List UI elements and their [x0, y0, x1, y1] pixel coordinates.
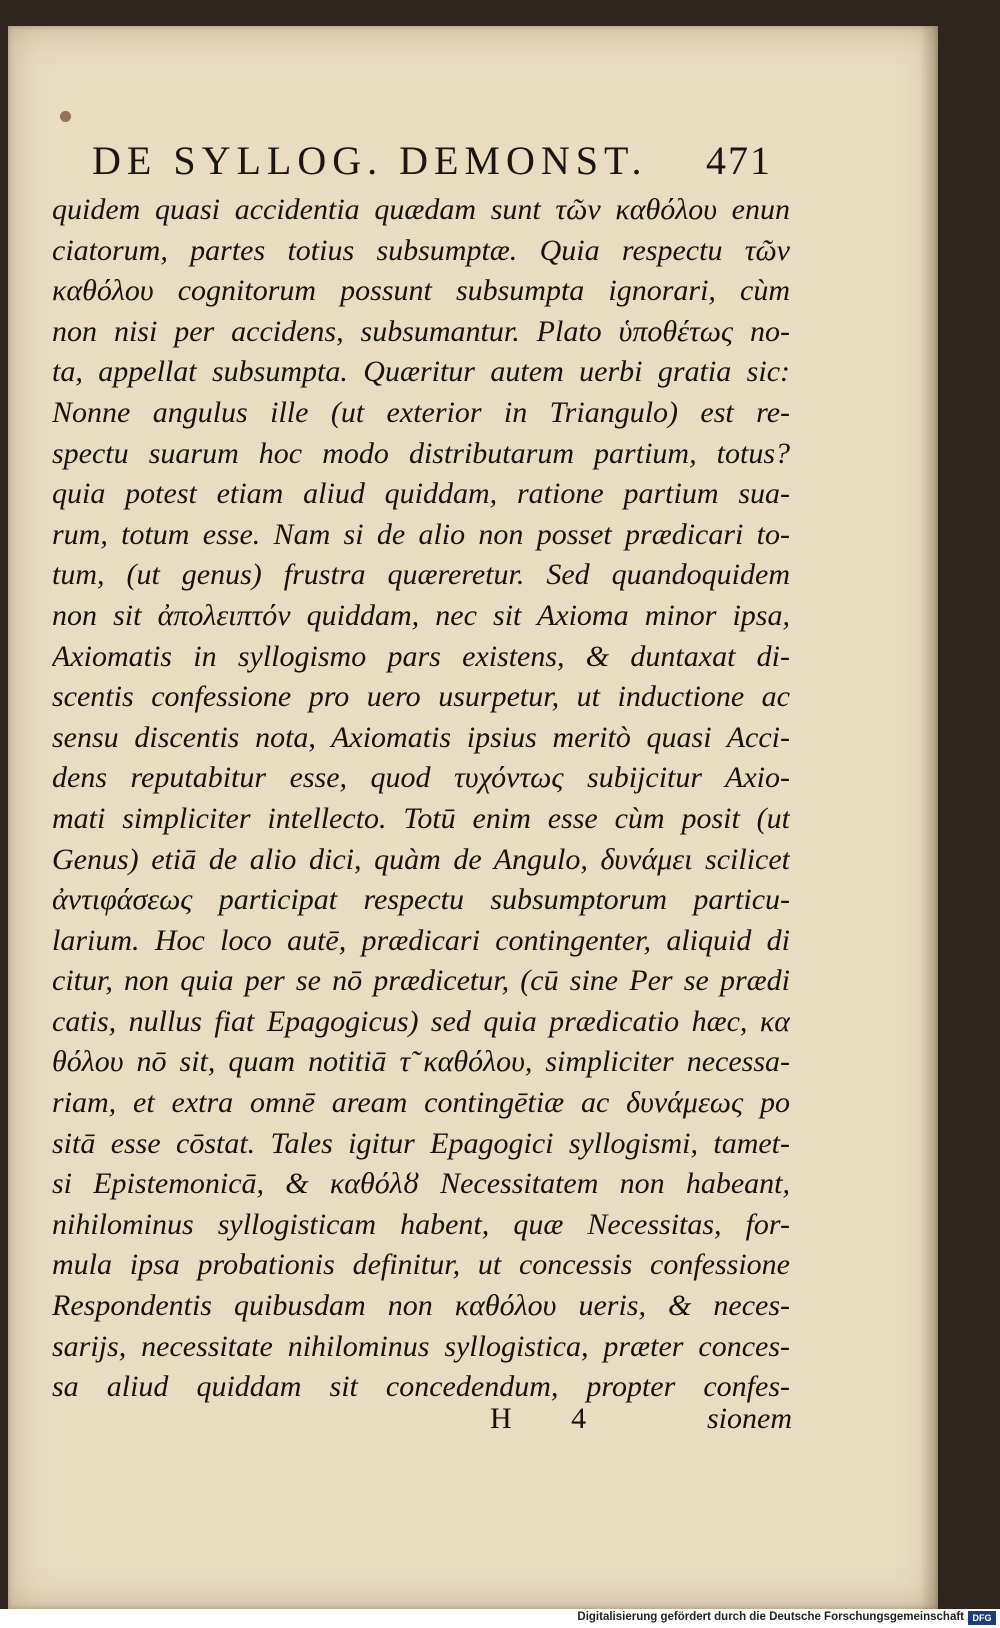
text-line: citur, non quia per se nō prædicetur, (cū sine Per se prædi [52, 964, 790, 998]
text-line: θόλου nō sit, quam notitiā τ̃ καθόλου, simpliciter necessa- [52, 1045, 790, 1079]
page-number: 471 [706, 137, 772, 183]
body-text [52, 190, 790, 1408]
text-line: mati simpliciter intellecto. Totū enim esse cùm posit (ut [52, 801, 790, 835]
text-line: dens reputabitur esse, quod τυχόντως subijcitur Axio- [52, 761, 790, 795]
text-line: tum, (ut genus) frustra quæreretur. Sed quandoquidem [52, 558, 790, 592]
text-line: catis, nullus fiat Epagogicus) sed quia prædicatio hæc, κα [52, 1004, 790, 1038]
text-line: Axiomatis in syllogismo pars existens, & duntaxat di- [52, 639, 790, 673]
text-line: mula ipsa probationis definitur, ut concessis confessione [52, 1248, 790, 1282]
text-line: ciatorum, partes totius subsumptæ. Quia respectu τῶν [52, 233, 790, 267]
text-line: si Epistemonicā, & καθόλȣ Necessitatem non habeant, [52, 1167, 790, 1201]
running-title: DE SYLLOG. DEMONST. [92, 137, 648, 183]
text-line: sensu discentis nota, Axiomatis ipsius meritò quasi Acci- [52, 720, 790, 754]
dfg-logo: DFG [968, 1611, 996, 1625]
text-line: rum, totum esse. Nam si de alio non posset prædicari to- [52, 517, 790, 551]
text-line: sitā esse cōstat. Tales igitur Epagogici syllogismi, tamet- [52, 1126, 790, 1160]
text-line: scentis confessione pro uero usurpetur, ut inductione ac [52, 680, 790, 714]
text-line: Respondentis quibusdam non καθόλου ueris, & neces- [52, 1289, 790, 1323]
text-line: sarijs, necessitate nihilominus syllogistica, præter conces- [52, 1329, 790, 1363]
funding-credit: Digitalisierung gefördert durch die Deutsche Forschungsgemeinschaft [577, 1611, 964, 1623]
text-line: larium. Hoc loco autē, prædicari contingenter, aliquid di [52, 923, 790, 957]
signature-mark: H 4 [490, 1402, 613, 1435]
text-line: Genus) etiā de alio dici, quàm de Angulo, δυνάμει scilicet [52, 842, 790, 876]
text-line: nihilominus syllogisticam habent, quæ Necessitas, for- [52, 1207, 790, 1241]
text-line: Nonne angulus ille (ut exterior in Triangulo) est re- [52, 395, 790, 429]
text-line: quidem quasi accidentia quædam sunt τῶν καθόλου enun [52, 193, 790, 226]
running-header [92, 132, 772, 188]
text-line: riam, et extra omnē aream contingētiæ ac δυνάμεως po [52, 1086, 790, 1120]
text-line: sa aliud quiddam sit concedendum, propter confes- [52, 1370, 790, 1404]
ink-spot [60, 111, 71, 122]
text-line: ἀντιφάσεως participat respectu subsumptorum particu- [52, 883, 790, 917]
text-line: ta, appellat subsumpta. Quæritur autem uerbi gratia sic: [52, 355, 790, 389]
page-gutter-shadow [920, 26, 938, 1609]
text-line: quia potest etiam aliud quiddam, ratione partium sua- [52, 477, 790, 511]
text-line: non nisi per accidens, subsumantur. Plato ὑποθέτως no- [52, 314, 790, 348]
catchword: sionem [707, 1402, 792, 1435]
text-line: καθόλου cognitorum possunt subsumpta ignorari, cùm [52, 274, 790, 308]
text-line: spectu suarum hoc modo distributarum partium, totus? [52, 436, 790, 470]
text-line: non sit ἀπολειπτόν quiddam, nec sit Axioma minor ipsa, [52, 598, 790, 632]
page-footer [52, 1402, 792, 1446]
